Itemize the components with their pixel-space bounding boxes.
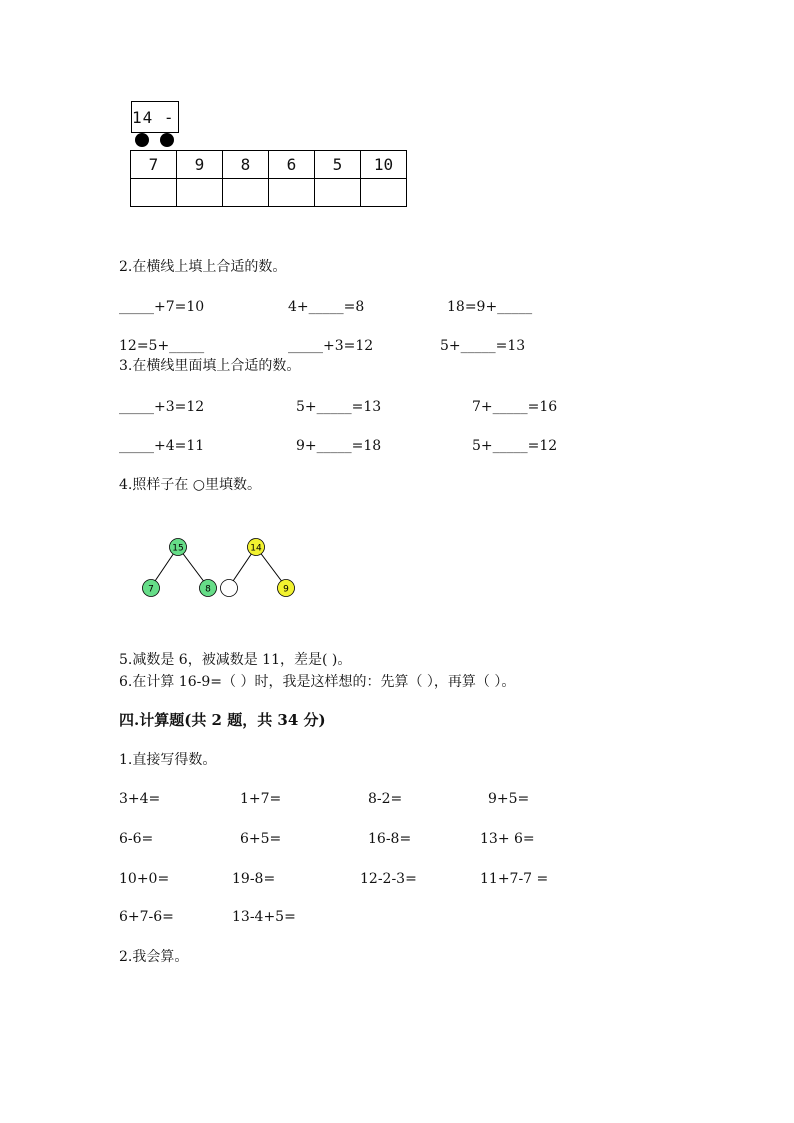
q3-item[interactable]: _____+3=12 [119, 399, 205, 415]
train-number-cell: 5 [315, 151, 361, 179]
calc-item[interactable]: 12-2-3= [360, 871, 417, 887]
calc-item[interactable]: 9+5= [488, 791, 530, 807]
train-number-cell: 7 [131, 151, 177, 179]
bond-tree-2 [221, 539, 295, 597]
bond-number: 15 [172, 543, 184, 554]
calc-item[interactable]: 16-8= [368, 831, 412, 847]
bond-number: 8 [205, 584, 211, 595]
bond-circle-blank[interactable] [221, 580, 238, 597]
q2-item[interactable]: _____+7=10 [119, 299, 205, 315]
calc-item[interactable]: 6+7-6= [119, 909, 174, 925]
train-number-row [131, 151, 407, 179]
q2-item[interactable]: _____+3=12 [288, 338, 374, 354]
train-cart [131, 101, 179, 133]
subquestion-title: 1.直接写得数。 [119, 752, 217, 768]
bond-tree-1 [143, 539, 217, 597]
train-table [130, 150, 407, 207]
train-number-cell: 6 [269, 151, 315, 179]
q3-item[interactable]: 5+_____=13 [296, 399, 382, 415]
subquestion-title: 2.我会算。 [119, 949, 189, 965]
train-number-cell: 8 [223, 151, 269, 179]
q2-item[interactable]: 18=9+_____ [447, 299, 533, 315]
train-number-cell: 9 [177, 151, 223, 179]
train-answer-row [131, 179, 407, 207]
q2-title: 2.在横线上填上合适的数。 [119, 259, 287, 275]
q4-title: 4.照样子在 ○里填数。 [119, 477, 262, 493]
train-answer-cell[interactable] [269, 179, 315, 207]
calc-item[interactable]: 6+5= [240, 831, 282, 847]
q3-item[interactable]: 5+_____=12 [472, 438, 558, 454]
number-bond-diagram [130, 530, 310, 605]
q3-item[interactable]: 7+_____=16 [472, 399, 558, 415]
cart-label: 14 - [132, 108, 175, 127]
cart-wheel-right [160, 133, 174, 147]
bond-number: 7 [148, 584, 154, 595]
calc-item[interactable]: 1+7= [240, 791, 282, 807]
bond-number: 9 [283, 584, 289, 595]
calc-item[interactable]: 13-4+5= [232, 909, 296, 925]
train-answer-cell[interactable] [131, 179, 177, 207]
q3-title: 3.在横线里面填上合适的数。 [119, 358, 301, 374]
calc-item[interactable]: 6-6= [119, 831, 154, 847]
calc-item[interactable]: 3+4= [119, 791, 161, 807]
q2-item[interactable]: 5+_____=13 [440, 338, 526, 354]
train-answer-cell[interactable] [223, 179, 269, 207]
calc-item[interactable]: 11+7-7 = [480, 871, 549, 887]
q3-item[interactable]: 9+_____=18 [296, 438, 382, 454]
q5-text: 5.减数是 6，被减数是 11，差是( )。 [119, 652, 352, 668]
q2-item[interactable]: 4+_____=8 [288, 299, 365, 315]
cart-wheel-left [135, 133, 149, 147]
bond-number: 14 [250, 543, 262, 554]
q2-item[interactable]: 12=5+_____ [119, 338, 205, 354]
train-answer-cell[interactable] [177, 179, 223, 207]
calc-item[interactable]: 19-8= [232, 871, 276, 887]
train-answer-cell[interactable] [315, 179, 361, 207]
section-heading: 四.计算题(共 2 题，共 34 分) [119, 711, 326, 729]
train-answer-cell[interactable] [361, 179, 407, 207]
calc-item[interactable]: 10+0= [119, 871, 170, 887]
train-number-cell: 10 [361, 151, 407, 179]
calc-item[interactable]: 13+ 6= [480, 831, 535, 847]
q3-item[interactable]: _____+4=11 [119, 438, 205, 454]
q6-text: 6.在计算 16-9=（ ）时，我是这样想的：先算（ ），再算（ ）。 [119, 674, 516, 690]
calc-item[interactable]: 8-2= [368, 791, 403, 807]
